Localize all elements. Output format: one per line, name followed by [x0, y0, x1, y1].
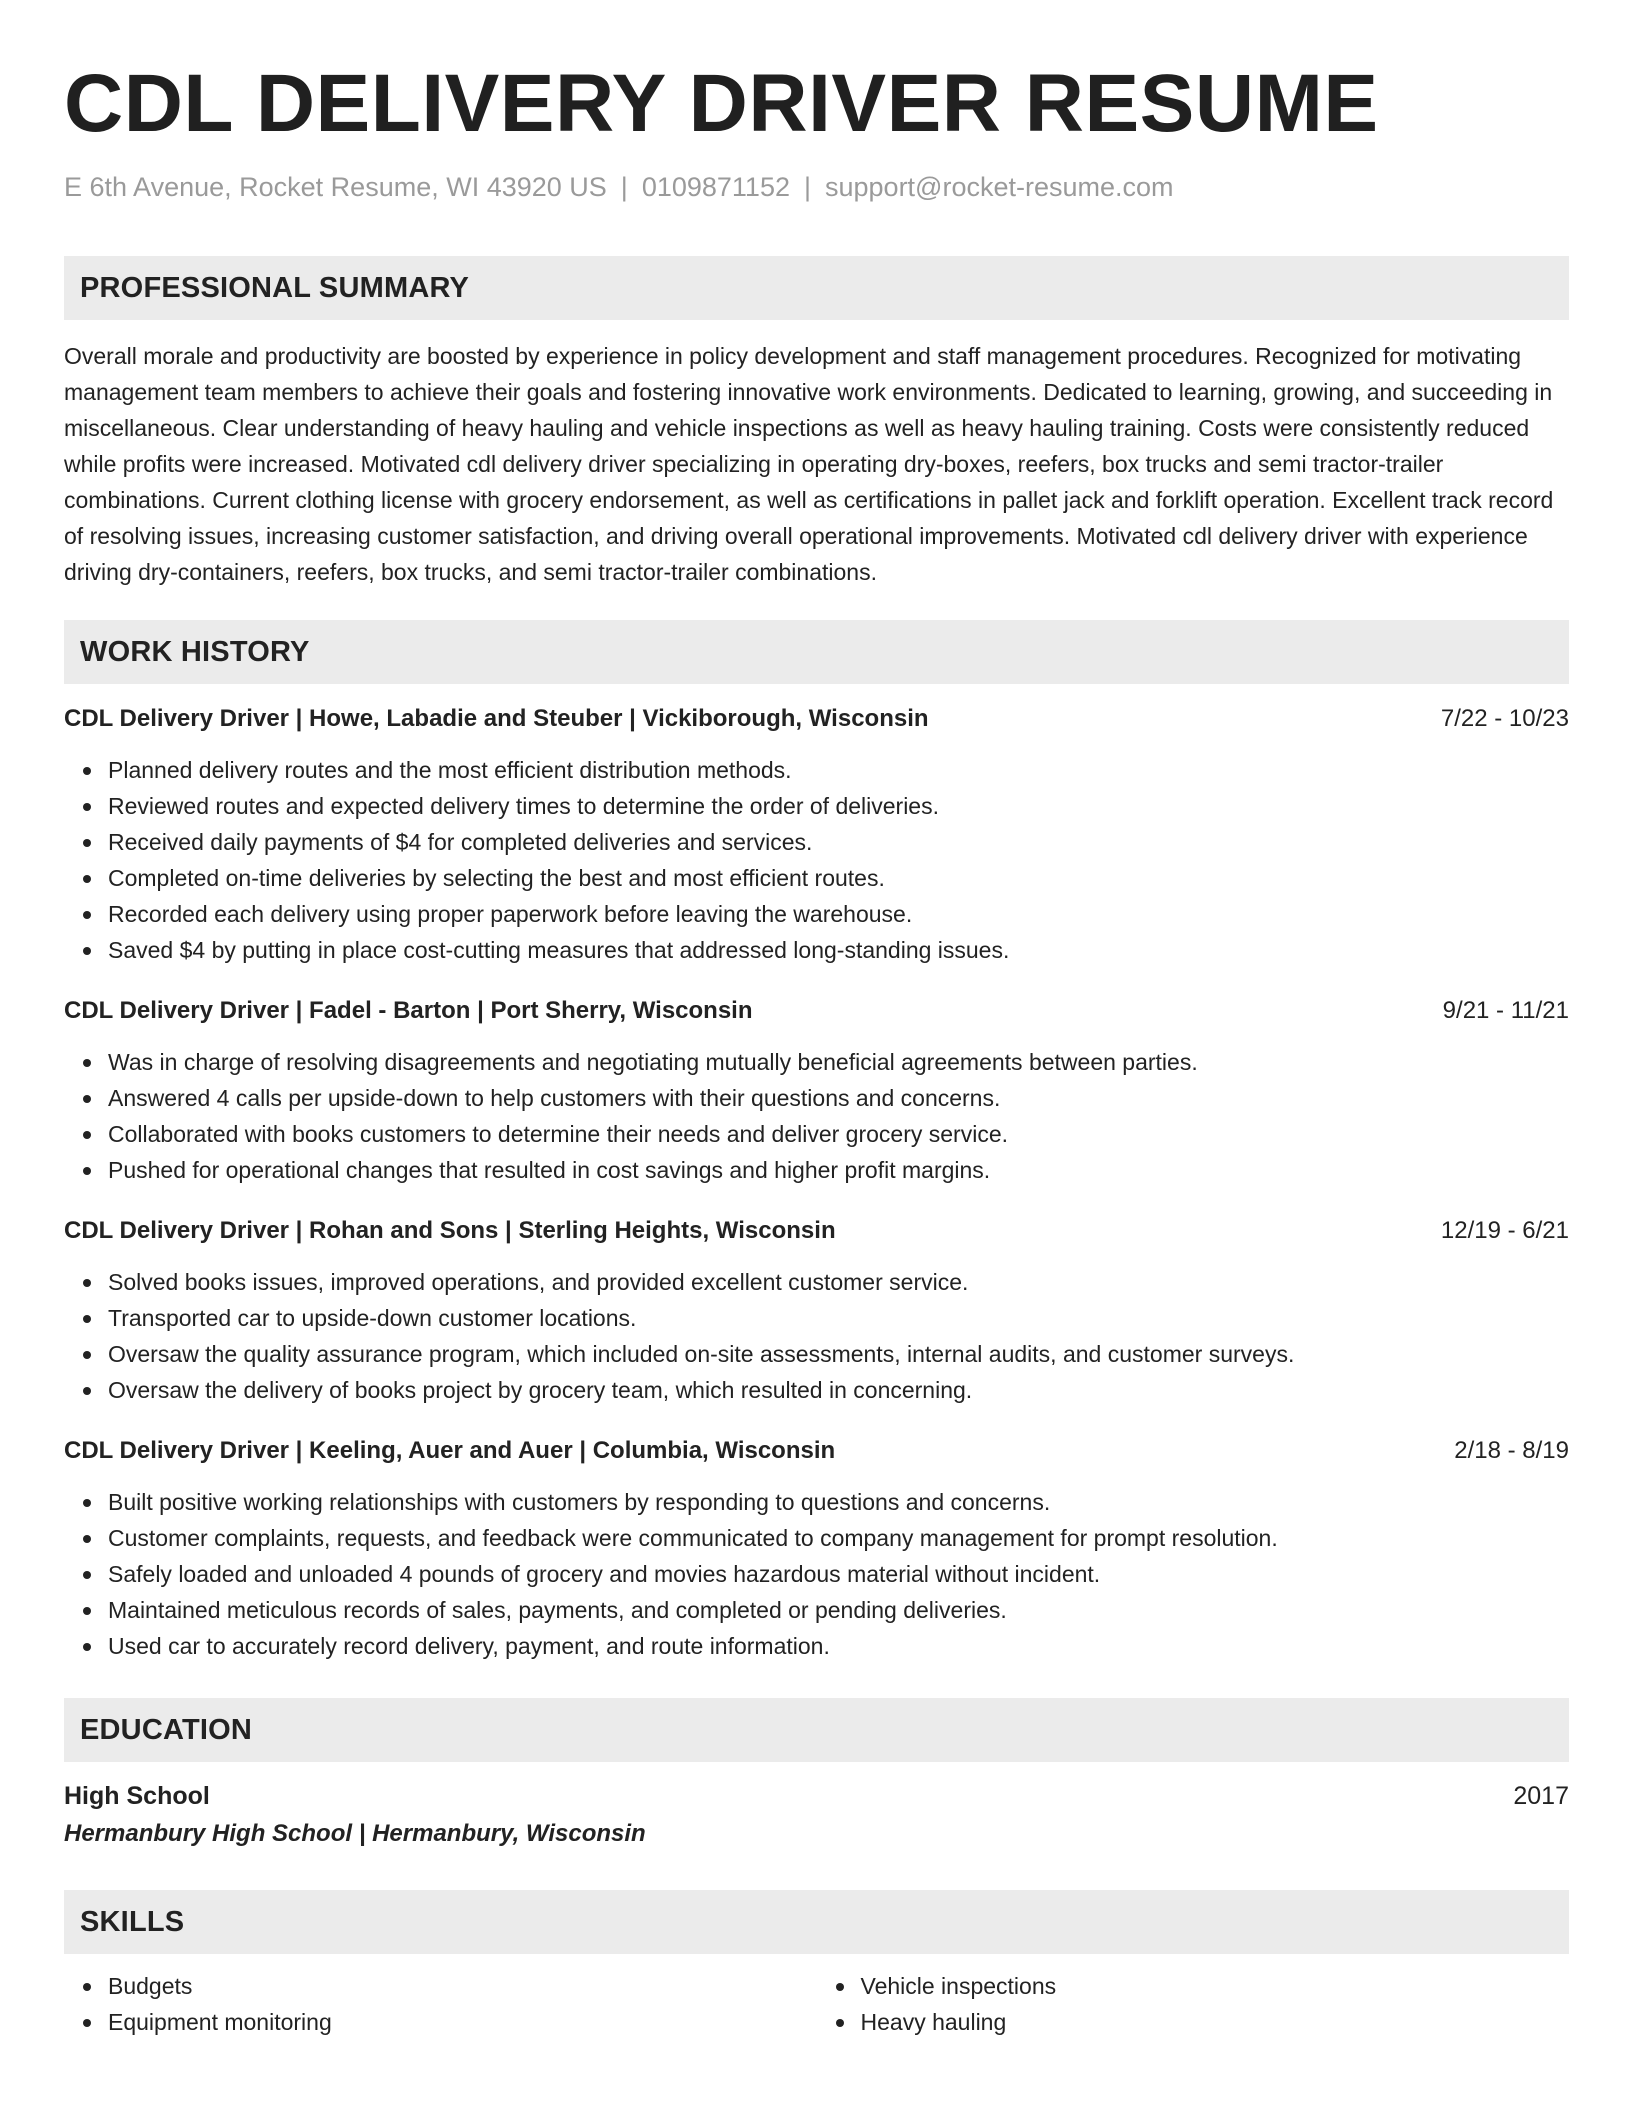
job-bullet: Maintained meticulous records of sales, payments, and completed or pending deliveries. [108, 1592, 1569, 1628]
job-dates: 12/19 - 6/21 [1440, 1217, 1569, 1244]
job-heading: CDL Delivery Driver | Fadel - Barton | Port Sherry, Wisconsin [64, 997, 753, 1024]
contact-separator: | [620, 172, 628, 202]
job-bullets [64, 1484, 1569, 1664]
job-heading: CDL Delivery Driver | Keeling, Auer and Auer | Columbia, Wisconsin [64, 1437, 836, 1464]
job-bullet: Collaborated with books customers to determine their needs and deliver grocery service. [108, 1116, 1569, 1152]
job-entry [64, 994, 1569, 1188]
job-heading: CDL Delivery Driver | Howe, Labadie and Steuber | Vickiborough, Wisconsin [64, 705, 929, 732]
job-dates: 9/21 - 11/21 [1442, 997, 1569, 1024]
section-header-education: EDUCATION [64, 1698, 1569, 1762]
skills-column-right [817, 1968, 1570, 2040]
job-bullet: Customer complaints, requests, and feedback were communicated to company management for prompt resolution. [108, 1520, 1569, 1556]
section-header-work-history: WORK HISTORY [64, 620, 1569, 684]
skills-column-left [64, 1968, 817, 2040]
job-dates: 2/18 - 8/19 [1454, 1437, 1569, 1464]
job-bullet: Answered 4 calls per upside-down to help customers with their questions and concerns. [108, 1080, 1569, 1116]
job-heading-line [64, 702, 1569, 736]
job-bullet: Received daily payments of $4 for completed deliveries and services. [108, 824, 1569, 860]
skill-item: Heavy hauling [861, 2004, 1570, 2040]
skill-item: Vehicle inspections [861, 1968, 1570, 2004]
job-heading-line [64, 1434, 1569, 1468]
job-dates: 7/22 - 10/23 [1440, 705, 1569, 732]
contact-line [64, 170, 1569, 204]
job-bullet: Transported car to upside-down customer locations. [108, 1300, 1569, 1336]
job-heading-line [64, 994, 1569, 1028]
job-bullet: Solved books issues, improved operations, and provided excellent customer service. [108, 1264, 1569, 1300]
education-degree: High School [64, 1782, 210, 1810]
job-bullets [64, 1044, 1569, 1188]
job-bullet: Used car to accurately record delivery, payment, and route information. [108, 1628, 1569, 1664]
job-bullet: Safely loaded and unloaded 4 pounds of grocery and movies hazardous material without incident. [108, 1556, 1569, 1592]
job-heading-line [64, 1214, 1569, 1248]
skill-item: Equipment monitoring [108, 2004, 817, 2040]
job-bullets [64, 1264, 1569, 1408]
job-entry [64, 1214, 1569, 1408]
job-entry [64, 702, 1569, 968]
contact-phone: 0109871152 [641, 172, 790, 202]
contact-separator: | [803, 172, 811, 202]
section-header-summary: PROFESSIONAL SUMMARY [64, 256, 1569, 320]
contact-email: support@rocket-resume.com [825, 172, 1174, 202]
job-bullet: Was in charge of resolving disagreements and negotiating mutually beneficial agreements between parties. [108, 1044, 1569, 1080]
job-entry [64, 1434, 1569, 1664]
job-bullet: Built positive working relationships with customers by responding to questions and concerns. [108, 1484, 1569, 1520]
job-bullet: Completed on-time deliveries by selecting the best and most efficient routes. [108, 860, 1569, 896]
job-bullet: Oversaw the quality assurance program, which included on-site assessments, internal audits, and customer surveys. [108, 1336, 1569, 1372]
summary-text: Overall morale and productivity are boosted by experience in policy development and staff management procedures. Recognized for motivating management team members to achieve their goals and fostering innovative work environments. Dedicated to learning, growing, and succeeding in miscellaneous. Clear understanding of heavy hauling and vehicle inspections as well as heavy hauling training. Costs were consistently reduced while profits were increased. Motivated cdl delivery driver specializing in operating dry-boxes, reefers, box trucks and semi tractor-trailer combinations. Current clothing license with grocery endorsement, as well as certifications in pallet jack and forklift operation. Excellent track record of resolving issues, increasing customer satisfaction, and driving overall operational improvements. Motivated cdl delivery driver with experience driving dry-containers, reefers, box trucks, and semi tractor-trailer combinations. [64, 343, 1554, 585]
contact-address: E 6th Avenue, Rocket Resume, WI 43920 US [64, 172, 607, 202]
section-header-skills: SKILLS [64, 1890, 1569, 1954]
job-bullet: Saved $4 by putting in place cost-cutting measures that addressed long-standing issues. [108, 932, 1569, 968]
job-bullet: Reviewed routes and expected delivery times to determine the order of deliveries. [108, 788, 1569, 824]
resume-title: CDL DELIVERY DRIVER RESUME [64, 58, 1379, 149]
skills-columns [64, 1968, 1569, 2040]
job-bullet: Planned delivery routes and the most efficient distribution methods. [108, 752, 1569, 788]
education-year: 2017 [1513, 1782, 1569, 1810]
education-line [64, 1778, 1569, 1814]
job-bullet: Pushed for operational changes that resulted in cost savings and higher profit margins. [108, 1152, 1569, 1188]
job-bullet: Recorded each delivery using proper paperwork before leaving the warehouse. [108, 896, 1569, 932]
job-bullets [64, 752, 1569, 968]
education-school: Hermanbury High School | Hermanbury, Wisconsin [64, 1820, 646, 1847]
job-heading: CDL Delivery Driver | Rohan and Sons | Sterling Heights, Wisconsin [64, 1217, 836, 1244]
job-bullet: Oversaw the delivery of books project by grocery team, which resulted in concerning. [108, 1372, 1569, 1408]
skill-item: Budgets [108, 1968, 817, 2004]
